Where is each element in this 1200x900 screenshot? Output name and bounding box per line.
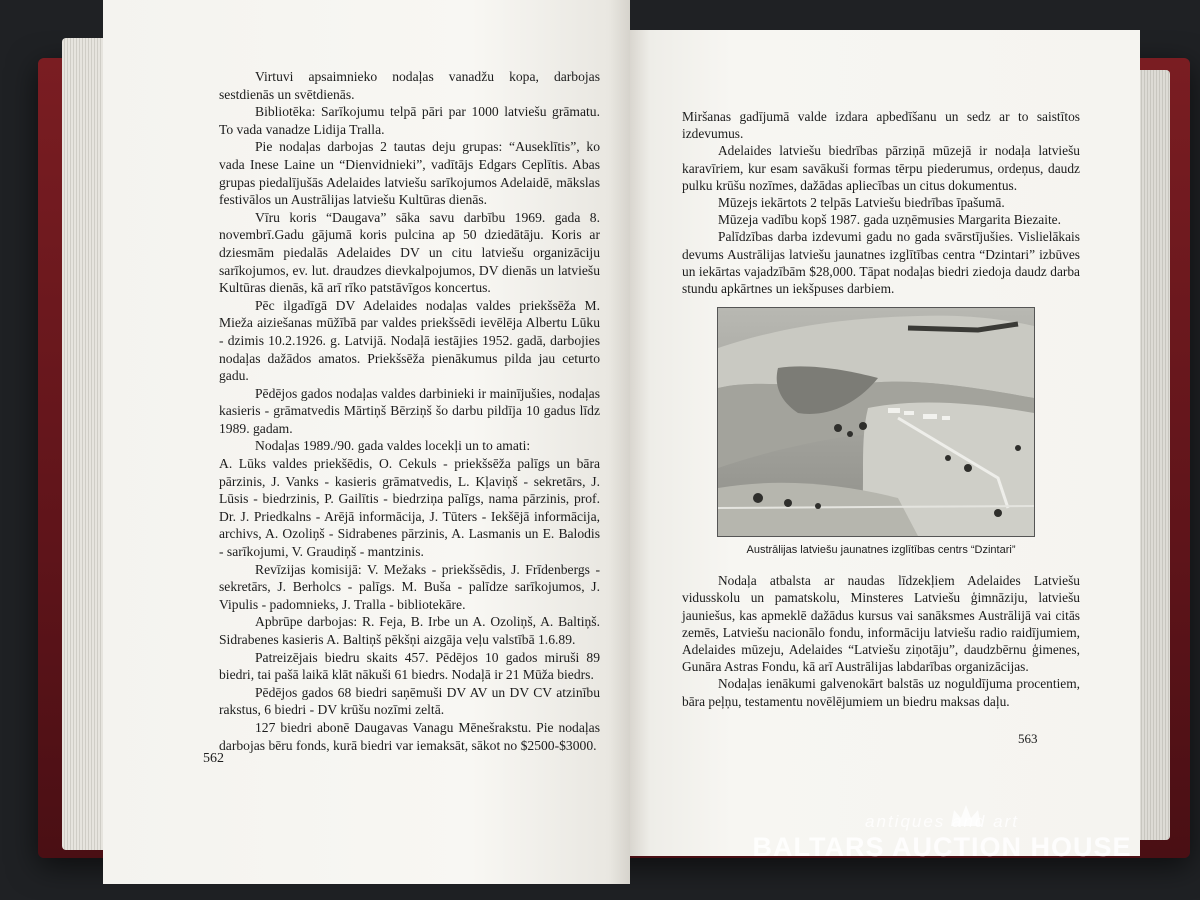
paragraph: Adelaides latviešu biedrības pārziņā mūzejā ir nodaļa latviešu karavīriem, kur esam savākuši formas tērpu piederumus, ordeņus, daudz pulku krūšu nozīmes, dažādas apliecības un citus dokumentus.: [682, 143, 1080, 193]
watermark-tagline: antiques and art: [865, 812, 1019, 831]
paragraph: Miršanas gadījumā valde izdara apbedīšanu un sedz ar to saistītos izdevumus.: [682, 109, 1080, 142]
watermark-brand: BALTARS AUCTION HOUSE: [752, 832, 1132, 862]
paragraph: Pēdējos gados nodaļas valdes darbinieki ir mainījušies, nodaļas kasieris - grāmatvedis Mārtiņš Bērziņš šo darbu pildīja 10 gadus līdz 1989. gadam.: [219, 385, 600, 436]
paragraph: Nodaļa atbalsta ar naudas līdzekļiem Adelaides Latviešu vidusskolu un pamatskolu, Minsteres Latviešu ģimnāziju, latviešu jauniešus, kas apmeklē dažādus kursus vai sanāksmes Austrālijā vai citās zemēs, Latviešu nacionālo fondu, informāciju latviešu radio raidījumiem, Adelaides mūzeju, Adelaides “Latviešu ziņotāju”, daudzbērnu ģimenes, Gunāra Astras Fondu, kā arī Austrālijas labdarības organizācijas.: [682, 573, 1080, 675]
left-page-text: [219, 68, 600, 754]
paragraph: Mūzejs iekārtots 2 telpās Latviešu biedrības īpašumā.: [718, 195, 1005, 211]
paragraph: Pie nodaļas darbojas 2 tautas deju grupas: “Auseklītis”, ko vada Inese Laine un “Dienvidnieki”, vadītājs Edgars Ceplītis. Abas grupas piedalījušās Adelaides latviešu sarīkojumos Adelaidē, mākslas festivālos un Austrālijas latviešu Kultūras dienās.: [219, 139, 600, 208]
watermark: [732, 812, 1152, 862]
page-number-left: 562: [203, 751, 224, 766]
paragraph: Vīru koris “Daugava” sāka savu darbību 1969. gada 8. novembrī.Gadu gājumā koris pulcina ap 50 dziedātāju. Koris ar dziesmām piedalās Adelaides DV un citu latviešu organizāciju sarīkojumos, ev. lut. draudzes dievkalpojumos, DV dienās un latviešu Kultūras dienās, kā arī rīko patstāvīgos koncertus.: [219, 209, 600, 296]
paragraph: Pēdējos gados 68 biedri saņēmuši DV AV un DV CV atzinību rakstus, 6 biedri - DV krūšu nozīmi zeltā.: [219, 684, 600, 718]
paragraph: Virtuvi apsaimnieko nodaļas vanadžu kopa, darbojas sestdienās un svētdienās.: [219, 69, 600, 102]
paragraph: Revīzijas komisijā: V. Mežaks - priekšsēdis, J. Frīdenbergs - sekretārs, J. Berholcs - palīgs. M. Buša - palīdze sarīkojumos, J. Vipulis - padomnieks, J. Tralla - bibliotekāre.: [219, 561, 600, 612]
paragraph: Nodaļas 1989./90. gada valdes locekļi un to amati:: [255, 438, 531, 454]
paragraph: Palīdzības darba izdevumi gadu no gada svārstījušies. Vislielākais devums Austrālijas latviešu jaunatnes izglītības centra “Dzintari” izbūves un iekārtas vajadzībām $28,000. Tāpat nodaļas biedri ziedoja daudz darba stundu apkārtnes un iekšpuses darbiem.: [682, 229, 1080, 297]
paragraph: Mūzeja vadību kopš 1987. gada uzņēmusies Margarita Biezaite.: [718, 212, 1061, 228]
paragraph: Pēc ilgadīgā DV Adelaides nodaļas valdes priekšsēža M. Mieža aiziešanas mūžībā par valdes priekšsēdi ievēlēja Albertu Lūku - dzimis 10.2.1926. g. Latvijā. Nodaļā iestājies 1952. gadā, darbojies nodaļas dažādos amatos. Priekšsēža pienākumus pilda jau ceturto gadu.: [219, 297, 600, 384]
paragraph: A. Lūks valdes priekšēdis, O. Cekuls - priekšsēža palīgs un bāra pārzinis, J. Vanks - kasieris grāmatvedis, L. Kļaviņš - sekretārs, J. Lūsis - biedrzinis, P. Gailītis - biedrziņa palīgs, nama pārzinis, prof. Dr. J. Priedkalns - Arējā informācija, J. Tūters - Iekšējā informācija, archivs, A. Ozoliņš - Sidrabenes pārzinis, A. Lasmanis un E. Balodis - sarīkojumi, V. Graudiņš - mantzinis.: [219, 456, 600, 560]
page-number-right: 563: [1018, 731, 1038, 746]
right-page: [630, 30, 1140, 856]
paragraph: Apbrūpe darbojas: R. Feja, B. Irbe un A. Ozoliņš, A. Baltiņš. Sidrabenes kasieris A. Baltiņš pēkšņi aizgāja veļu valstībā 1.6.89.: [219, 614, 600, 647]
paragraph: Patreizējais biedru skaits 457. Pēdējos 10 gados miruši 89 biedri, tai pašā laikā klāt nākuši 61 biedrs. Nodaļā ir 21 Mūža biedrs.: [219, 649, 600, 683]
right-page-text-bottom: [682, 572, 1080, 710]
paragraph: Nodaļas ienākumi galvenokārt balstās uz noguldījuma procentiem, bāra peļņu, testamentu novēlējumiem un biedru maksas daļu.: [682, 676, 1080, 709]
right-page-text-top: [682, 108, 1080, 297]
left-page: [103, 0, 630, 884]
paragraph: Bibliotēka: Sarīkojumu telpā pāri par 1000 latviešu grāmatu. To vada vanadze Lidija Tralla.: [219, 104, 600, 137]
aerial-photo: [717, 307, 1035, 537]
paragraph: 127 biedri abonē Daugavas Vanagu Mēnešrakstu. Pie nodaļas darbojas bēru fonds, kurā biedri var iemaksāt, sākot no $2500-$3000.: [219, 719, 600, 753]
photo-caption: Austrālijas latviešu jaunatnes izglītības centrs “Dzintari”: [746, 544, 1016, 557]
